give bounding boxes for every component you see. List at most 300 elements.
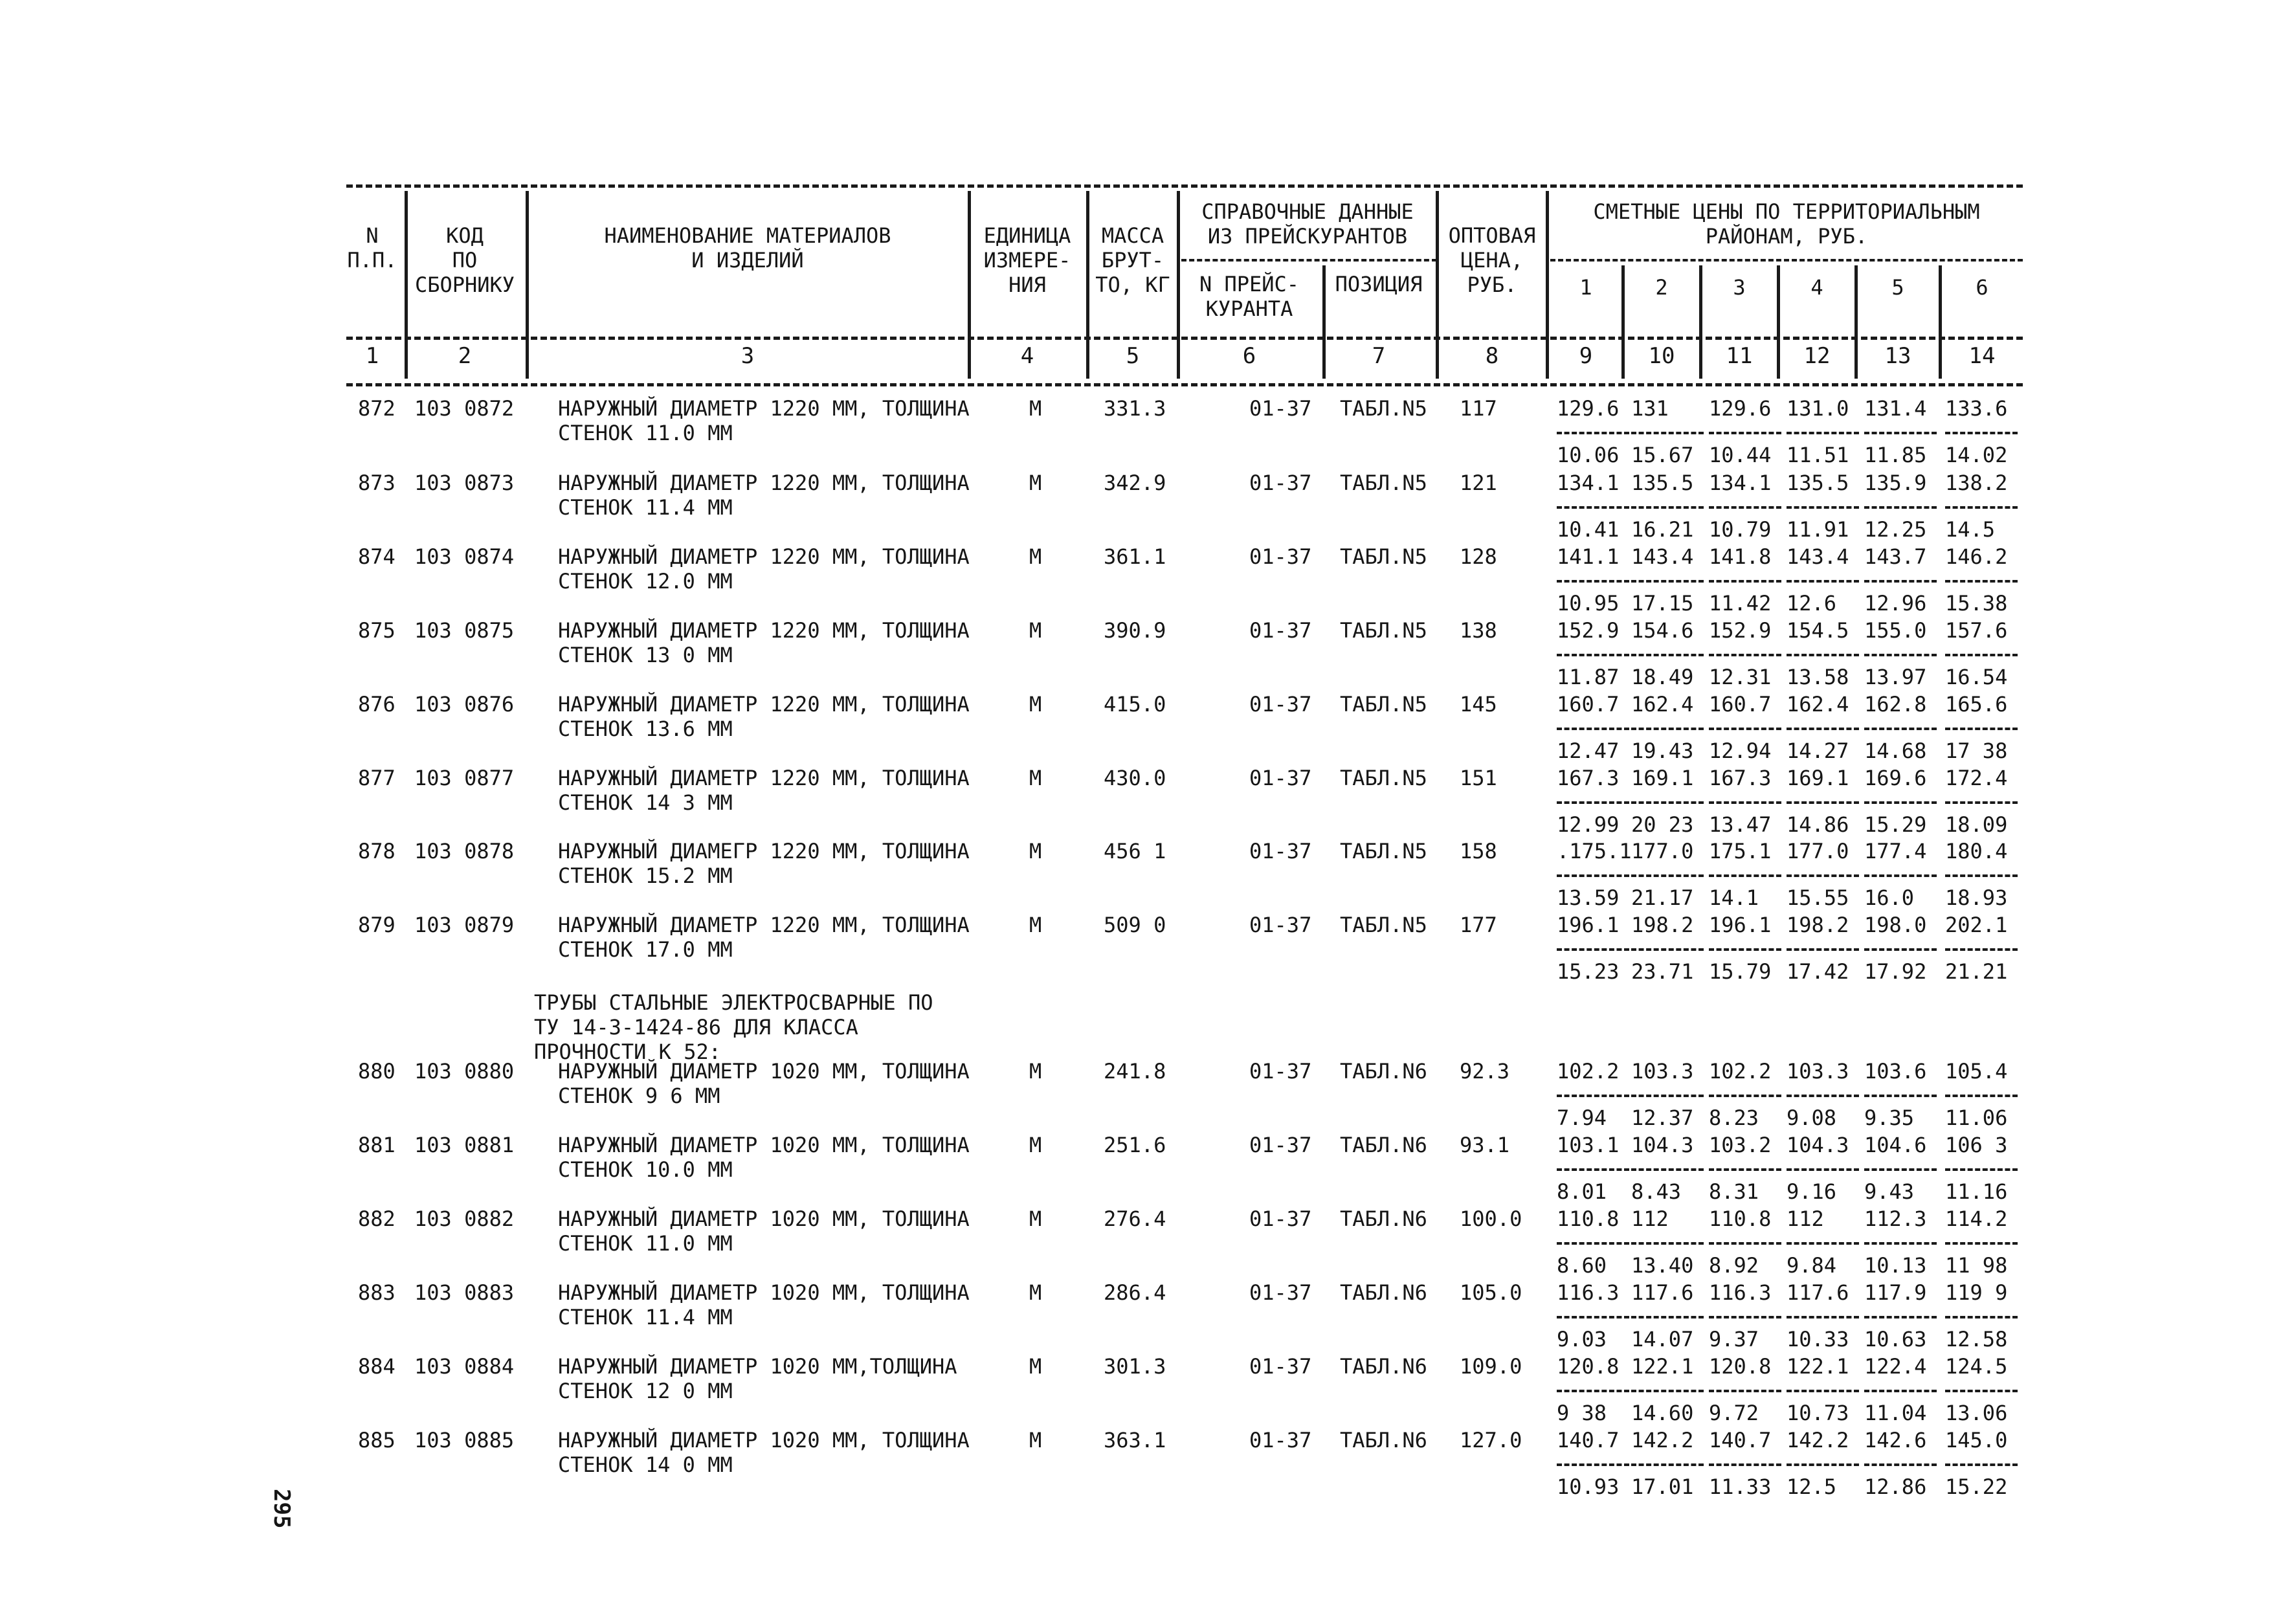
row-price-divider [1787,506,1859,509]
row-code: 103 0881 [414,1133,515,1157]
table-row [0,471,2283,542]
header-region: 4 [1810,275,1823,300]
section-note-line: ТРУБЫ СТАЛЬНЫЕ ЭЛЕКТРОСВАРНЫЕ ПО [534,990,933,1015]
row-extra-region-5: 12.96 [1864,591,1927,616]
row-extra-region-4: 12.6 [1787,591,1837,616]
row-extra-region-6: 17 38 [1945,739,2008,763]
row-price-divider [1557,654,1629,656]
table-row [0,1354,2283,1425]
row-price-region-3: 140.7 [1709,1428,1772,1452]
row-code: 103 0877 [414,766,515,790]
row-wholesale: 151 [1460,766,1497,790]
table-row [0,839,2283,910]
row-price-region-1: 141.1 [1557,544,1620,569]
row-extra-region-4: 10.33 [1787,1327,1849,1351]
row-extra-region-6: 18.09 [1945,812,2008,837]
row-unit: М [1029,1428,1042,1452]
row-extra-region-4: 11.91 [1787,517,1849,542]
row-position: ТАБЛ.N5 [1340,913,1427,937]
row-extra-region-1: 10.93 [1557,1474,1620,1499]
row-unit: М [1029,913,1042,937]
col-sep [1177,191,1180,379]
row-wholesale: 121 [1460,471,1497,495]
row-name-line2: СТЕНОК 11.0 ММ [558,421,733,445]
row-mass: 430.0 [1104,766,1166,790]
row-price-divider [1787,654,1859,656]
row-price-divider [1945,728,2018,730]
row-price-region-4: 142.2 [1787,1428,1849,1452]
row-price-region-3: 196.1 [1709,913,1772,937]
row-extra-region-5: 9.35 [1864,1106,1915,1130]
row-price-divider [1864,1463,1937,1466]
row-name-line2: СТЕНОК 12.0 ММ [558,569,733,594]
row-extra-region-2: 15.67 [1631,443,1694,467]
row-price-region-2: 117.6 [1631,1280,1694,1305]
row-extra-region-3: 14.1 [1709,885,1759,910]
row-extra-region-2: 14.07 [1631,1327,1694,1351]
row-price-region-5: 162.8 [1864,692,1927,717]
row-price-divider [1631,801,1704,804]
table-row [0,396,2283,467]
row-extra-region-5: 12.25 [1864,517,1927,542]
row-position: ТАБЛ.N6 [1340,1280,1427,1305]
row-mass: 251.6 [1104,1133,1166,1157]
col-sep [1699,265,1702,379]
row-price-divider [1945,654,2018,656]
row-extra-region-1: 9.03 [1557,1327,1607,1351]
row-price-region-4: 117.6 [1787,1280,1849,1305]
col-sep [526,191,529,379]
row-price-divider [1709,948,1781,951]
row-price-divider [1864,1095,1937,1097]
row-code: 103 0880 [414,1059,515,1084]
column-number: 12 [1803,343,1831,369]
row-price-divider [1631,654,1704,656]
row-price-divider [1631,1390,1704,1392]
header-col-name: НАИМЕНОВАНИЕ МАТЕРИАЛОВ И ИЗДЕЛИЙ [604,223,891,273]
row-price-list: 01-37 [1249,839,1312,863]
column-number: 3 [741,343,755,369]
row-price-list: 01-37 [1249,618,1312,643]
row-price-region-6: 106 3 [1945,1133,2008,1157]
row-price-region-1: 129.6 [1557,396,1620,421]
row-mass: 342.9 [1104,471,1166,495]
row-extra-region-4: 12.5 [1787,1474,1837,1499]
table-row [0,1280,2283,1351]
row-price-region-2: 142.2 [1631,1428,1694,1452]
row-position: ТАБЛ.N6 [1340,1428,1427,1452]
row-mass: 415.0 [1104,692,1166,717]
row-price-divider [1631,432,1704,434]
header-sub-rule [346,337,2023,340]
row-price-divider [1557,1316,1629,1318]
row-price-divider [1557,1390,1629,1392]
row-name-line2: СТЕНОК 17.0 ММ [558,937,733,962]
row-unit: М [1029,839,1042,863]
row-extra-region-4: 14.86 [1787,812,1849,837]
row-price-region-4: 143.4 [1787,544,1849,569]
row-price-divider [1945,874,2018,877]
row-price-region-2: 198.2 [1631,913,1694,937]
row-extra-region-4: 9.16 [1787,1179,1837,1204]
header-col-pricelist: N ПРЕЙС- КУРАНТА [1199,272,1300,321]
col-sep [1322,265,1326,379]
row-mass: 363.1 [1104,1428,1166,1452]
row-price-divider [1787,580,1859,583]
row-price-divider [1557,1168,1629,1171]
row-price-region-3: 129.6 [1709,396,1772,421]
row-mass: 509 0 [1104,913,1166,937]
row-price-region-1: 160.7 [1557,692,1620,717]
row-code: 103 0879 [414,913,515,937]
row-extra-region-2: 21.17 [1631,885,1694,910]
header-region: 5 [1891,275,1904,300]
row-extra-region-3: 8.92 [1709,1253,1759,1278]
row-extra-region-6: 14.5 [1945,517,1996,542]
row-extra-region-5: 13.97 [1864,665,1927,689]
row-number: 879 [358,913,395,937]
table-row [0,913,2283,984]
row-position: ТАБЛ.N6 [1340,1354,1427,1379]
row-extra-region-2: 12.37 [1631,1106,1694,1130]
row-price-region-3: 120.8 [1709,1354,1772,1379]
row-extra-region-1: 13.59 [1557,885,1620,910]
row-price-divider [1709,1463,1781,1466]
row-price-divider [1709,432,1781,434]
row-price-region-1: 140.7 [1557,1428,1620,1452]
row-extra-region-3: 8.23 [1709,1106,1759,1130]
row-wholesale: 177 [1460,913,1497,937]
row-price-region-6: 105.4 [1945,1059,2008,1084]
row-extra-region-5: 10.13 [1864,1253,1927,1278]
row-price-divider [1709,506,1781,509]
row-price-region-3: 167.3 [1709,766,1772,790]
row-unit: М [1029,766,1042,790]
header-price-group: СМЕТНЫЕ ЦЕНЫ ПО ТЕРРИТОРИАЛЬНЫМ РАЙОНАМ, РУБ. [1593,199,1980,249]
row-price-list: 01-37 [1249,1280,1312,1305]
row-price-divider [1945,1168,2018,1171]
row-price-region-5: 103.6 [1864,1059,1927,1084]
row-price-divider [1631,874,1704,877]
row-name-line1: НАРУЖНЫЙ ДИАМЕТР 1020 ММ, ТОЛЩИНА [558,1059,970,1084]
row-price-list: 01-37 [1249,1133,1312,1157]
row-unit: М [1029,1059,1042,1084]
row-extra-region-1: 12.99 [1557,812,1620,837]
row-price-region-2: 162.4 [1631,692,1694,717]
row-price-region-3: 175.1 [1709,839,1772,863]
row-price-region-2: 143.4 [1631,544,1694,569]
row-price-region-2: 104.3 [1631,1133,1694,1157]
row-price-divider [1787,948,1859,951]
row-price-list: 01-37 [1249,913,1312,937]
row-code: 103 0874 [414,544,515,569]
row-mass: 241.8 [1104,1059,1166,1084]
row-price-region-4: 154.5 [1787,618,1849,643]
row-wholesale: 93.1 [1460,1133,1510,1157]
row-extra-region-6: 21.21 [1945,959,2008,984]
row-extra-region-5: 16.0 [1864,885,1915,910]
row-price-list: 01-37 [1249,471,1312,495]
column-number: 7 [1372,343,1386,369]
row-price-divider [1631,1316,1704,1318]
row-price-divider [1945,1095,2018,1097]
row-extra-region-4: 17.42 [1787,959,1849,984]
row-price-region-4: 103.3 [1787,1059,1849,1084]
column-number: 4 [1020,343,1034,369]
row-extra-region-1: 9 38 [1557,1401,1607,1425]
row-number: 880 [358,1059,395,1084]
column-number: 10 [1648,343,1675,369]
row-price-divider [1945,801,2018,804]
col-sep [1777,265,1780,379]
row-extra-region-4: 9.08 [1787,1106,1837,1130]
row-price-region-5: 135.9 [1864,471,1927,495]
row-number: 883 [358,1280,395,1305]
row-price-divider [1557,506,1629,509]
column-number: 9 [1579,343,1593,369]
row-price-divider [1631,506,1704,509]
row-price-region-5: 122.4 [1864,1354,1927,1379]
row-number: 872 [358,396,395,421]
header-col-mass: МАССА БРУТ- ТО, КГ [1095,223,1170,297]
row-code: 103 0873 [414,471,515,495]
header-col-wholesale: ОПТОВАЯ ЦЕНА, РУБ. [1448,223,1536,297]
row-price-region-1: 167.3 [1557,766,1620,790]
row-extra-region-3: 10.44 [1709,443,1772,467]
row-position: ТАБЛ.N5 [1340,618,1427,643]
row-extra-region-6: 18.93 [1945,885,2008,910]
row-price-list: 01-37 [1249,1207,1312,1231]
row-price-divider [1945,1390,2018,1392]
row-price-region-2: 131 [1631,396,1669,421]
row-price-region-5: 155.0 [1864,618,1927,643]
col-sep [968,191,971,379]
row-wholesale: 105.0 [1460,1280,1522,1305]
row-extra-region-2: 14.60 [1631,1401,1694,1425]
row-price-region-4: 122.1 [1787,1354,1849,1379]
row-name-line2: СТЕНОК 13 0 ММ [558,643,733,667]
row-price-list: 01-37 [1249,544,1312,569]
table-row [0,692,2283,763]
row-extra-region-3: 12.31 [1709,665,1772,689]
row-extra-region-4: 14.27 [1787,739,1849,763]
row-unit: М [1029,1280,1042,1305]
col-sep [405,191,408,379]
row-extra-region-2: 13.40 [1631,1253,1694,1278]
row-unit: М [1029,1133,1042,1157]
col-sep [1086,191,1089,379]
row-wholesale: 158 [1460,839,1497,863]
row-code: 103 0885 [414,1428,515,1452]
row-price-divider [1557,580,1629,583]
row-price-region-1: 110.8 [1557,1207,1620,1231]
row-mass: 331.3 [1104,396,1166,421]
column-number: 5 [1126,343,1140,369]
row-number: 882 [358,1207,395,1231]
row-price-region-4: 131.0 [1787,396,1849,421]
row-price-list: 01-37 [1249,1354,1312,1379]
row-extra-region-1: 12.47 [1557,739,1620,763]
column-number: 8 [1485,343,1499,369]
row-extra-region-3: 9.37 [1709,1327,1759,1351]
row-price-divider [1557,1242,1629,1245]
row-extra-region-3: 13.47 [1709,812,1772,837]
row-number: 874 [358,544,395,569]
row-price-region-3: 152.9 [1709,618,1772,643]
row-price-divider [1787,1168,1859,1171]
row-extra-region-2: 23.71 [1631,959,1694,984]
row-price-region-3: 103.2 [1709,1133,1772,1157]
row-price-region-6: 119 9 [1945,1280,2008,1305]
row-price-divider [1787,728,1859,730]
row-price-list: 01-37 [1249,396,1312,421]
row-position: ТАБЛ.N5 [1340,766,1427,790]
row-price-divider [1945,506,2018,509]
row-price-divider [1709,728,1781,730]
row-extra-region-3: 8.31 [1709,1179,1759,1204]
row-wholesale: 127.0 [1460,1428,1522,1452]
row-name-line2: СТЕНОК 11.0 ММ [558,1231,733,1256]
table-row [0,618,2283,689]
table-row [0,1059,2283,1130]
row-price-region-3: 110.8 [1709,1207,1772,1231]
row-price-divider [1557,728,1629,730]
row-extra-region-4: 10.73 [1787,1401,1849,1425]
row-extra-region-2: 18.49 [1631,665,1694,689]
header-col-code: КОД ПО СБОРНИКУ [414,223,515,297]
row-price-region-6: 124.5 [1945,1354,2008,1379]
row-extra-region-2: 17.15 [1631,591,1694,616]
row-extra-region-6: 13.06 [1945,1401,2008,1425]
row-position: ТАБЛ.N6 [1340,1207,1427,1231]
row-extra-region-5: 12.86 [1864,1474,1927,1499]
column-number: 1 [365,343,379,369]
header-col-number: N П.П. [347,223,397,273]
table-row [0,1133,2283,1204]
row-unit: М [1029,544,1042,569]
row-price-region-5: 169.6 [1864,766,1927,790]
row-code: 103 0884 [414,1354,515,1379]
row-price-divider [1787,1316,1859,1318]
row-price-divider [1709,580,1781,583]
row-code: 103 0876 [414,692,515,717]
row-wholesale: 117 [1460,396,1497,421]
row-extra-region-3: 11.33 [1709,1474,1772,1499]
header-col-position: ПОЗИЦИЯ [1335,272,1423,296]
row-code: 103 0872 [414,396,515,421]
row-extra-region-1: 8.01 [1557,1179,1607,1204]
row-mass: 276.4 [1104,1207,1166,1231]
row-price-divider [1709,1390,1781,1392]
row-price-region-1: 196.1 [1557,913,1620,937]
row-mass: 390.9 [1104,618,1166,643]
row-name-line2: СТЕНОК 9 6 ММ [558,1084,720,1108]
row-price-divider [1864,874,1937,877]
row-price-divider [1557,801,1629,804]
row-name-line1: НАРУЖНЫЙ ДИАМЕТР 1220 ММ, ТОЛЩИНА [558,544,970,569]
column-number: 11 [1726,343,1753,369]
row-price-region-1: 120.8 [1557,1354,1620,1379]
row-price-region-4: 162.4 [1787,692,1849,717]
header-ref-group: СПРАВОЧНЫЕ ДАННЫЕ ИЗ ПРЕЙСКУРАНТОВ [1201,199,1414,249]
row-price-divider [1864,580,1937,583]
row-unit: М [1029,396,1042,421]
row-extra-region-6: 15.38 [1945,591,2008,616]
row-code: 103 0882 [414,1207,515,1231]
row-price-region-5: 177.4 [1864,839,1927,863]
row-position: ТАБЛ.N5 [1340,544,1427,569]
row-extra-region-5: 9.43 [1864,1179,1915,1204]
row-name-line1: НАРУЖНЫЙ ДИАМЕТР 1020 ММ, ТОЛЩИНА [558,1133,970,1157]
table-row [0,544,2283,616]
row-price-region-3: 102.2 [1709,1059,1772,1084]
row-price-divider [1787,1463,1859,1466]
price-group-rule [1550,259,2023,261]
row-price-list: 01-37 [1249,1428,1312,1452]
row-name-line2: СТЕНОК 14 0 ММ [558,1452,733,1477]
row-wholesale: 100.0 [1460,1207,1522,1231]
row-wholesale: 145 [1460,692,1497,717]
row-price-divider [1709,1168,1781,1171]
row-price-divider [1709,1316,1781,1318]
row-price-region-3: 116.3 [1709,1280,1772,1305]
row-price-region-4: 135.5 [1787,471,1849,495]
row-price-divider [1945,1242,2018,1245]
row-name-line2: СТЕНОК 10.0 ММ [558,1157,733,1182]
section-note-line: ПРОЧНОСТИ К 52: [534,1040,721,1064]
header-region: 2 [1655,275,1668,300]
column-number: 13 [1884,343,1911,369]
row-price-divider [1787,801,1859,804]
section-note [534,990,933,1064]
header-bottom-rule [346,383,2023,386]
header-region: 1 [1579,275,1592,300]
row-name-line1: НАРУЖНЫЙ ДИАМЕТР 1220 ММ, ТОЛЩИНА [558,618,970,643]
row-price-divider [1709,801,1781,804]
row-extra-region-5: 10.63 [1864,1327,1927,1351]
row-name-line1: НАРУЖНЫЙ ДИАМЕТР 1020 ММ,ТОЛЩИНА [558,1354,957,1379]
row-unit: М [1029,1354,1042,1379]
row-price-list: 01-37 [1249,1059,1312,1084]
table-row [0,1428,2283,1499]
row-price-divider [1631,1168,1704,1171]
row-price-region-3: 141.8 [1709,544,1772,569]
row-extra-region-6: 16.54 [1945,665,2008,689]
row-price-region-2: 135.5 [1631,471,1694,495]
row-extra-region-5: 14.68 [1864,739,1927,763]
row-extra-region-6: 12.58 [1945,1327,2008,1351]
row-position: ТАБЛ.N5 [1340,471,1427,495]
row-price-divider [1631,580,1704,583]
row-price-divider [1709,1095,1781,1097]
row-name-line2: СТЕНОК 11.4 ММ [558,495,733,520]
row-price-region-6: 202.1 [1945,913,2008,937]
row-extra-region-5: 11.04 [1864,1401,1927,1425]
row-code: 103 0875 [414,618,515,643]
row-price-region-3: 134.1 [1709,471,1772,495]
row-extra-region-6: 11.16 [1945,1179,2008,1204]
row-extra-region-3: 11.42 [1709,591,1772,616]
row-number: 876 [358,692,395,717]
row-price-region-2: 112 [1631,1207,1669,1231]
row-price-region-6: 114.2 [1945,1207,2008,1231]
row-price-region-6: 146.2 [1945,544,2008,569]
row-price-divider [1631,1095,1704,1097]
row-price-region-1: 152.9 [1557,618,1620,643]
row-price-divider [1787,1242,1859,1245]
row-price-divider [1631,728,1704,730]
row-price-region-5: 104.6 [1864,1133,1927,1157]
